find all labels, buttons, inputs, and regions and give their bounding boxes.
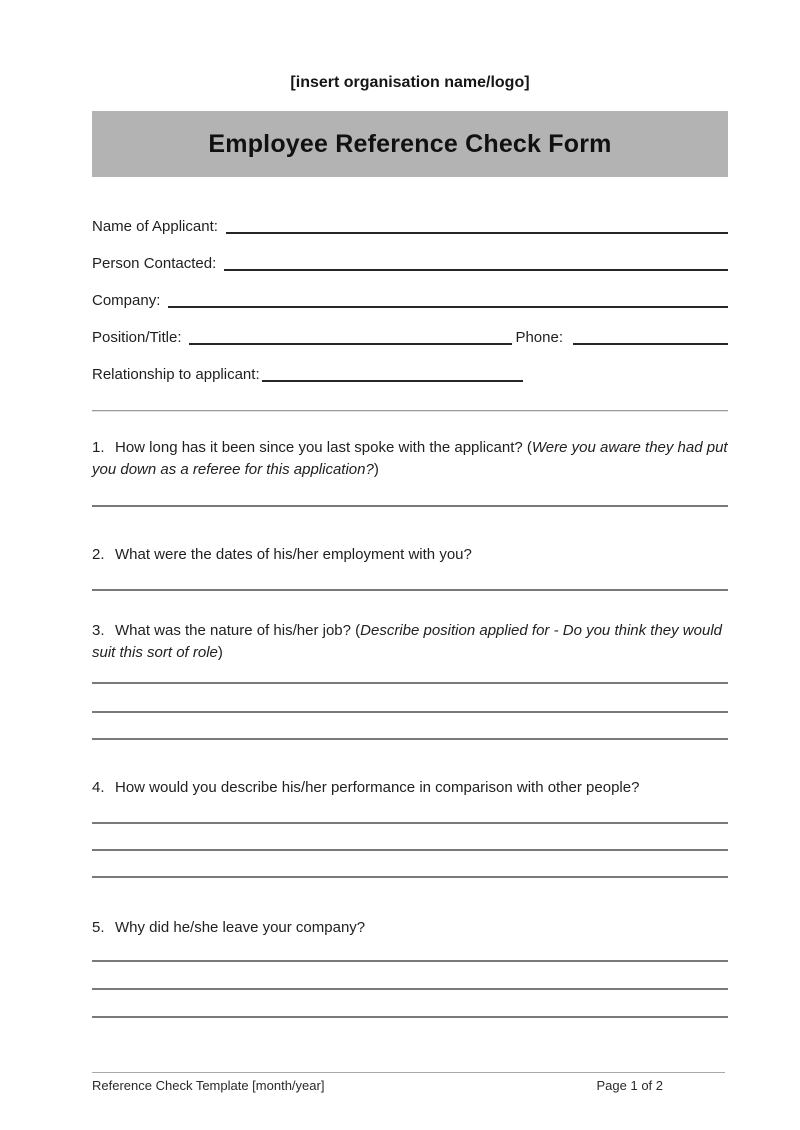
answer-line	[92, 988, 728, 990]
write-in-line-person-contacted	[224, 269, 728, 271]
field-label-company: Company:	[92, 292, 161, 309]
footer-document-title: Reference Check Template [month/year]	[92, 1078, 325, 1093]
answer-line	[92, 738, 728, 740]
question-5-text: Why did he/she leave your company?	[115, 919, 366, 936]
field-row-name-of-applicant	[92, 217, 728, 236]
answer-line	[92, 960, 728, 962]
question-5-number: 5.	[92, 919, 105, 936]
question-2-text: What were the dates of his/her employment with you?	[115, 546, 472, 563]
form-title: Employee Reference Check Form	[208, 129, 612, 158]
field-row-person-contacted	[92, 254, 728, 273]
field-row-relationship	[92, 365, 728, 384]
page-footer	[92, 1072, 725, 1093]
field-row-company	[92, 291, 728, 310]
write-in-line-position-title	[189, 343, 512, 345]
org-name-placeholder: [insert organisation name/logo]	[290, 74, 530, 91]
question-2	[92, 544, 728, 566]
write-in-line-phone	[573, 343, 728, 345]
write-in-line-relationship	[262, 380, 523, 382]
field-label-name-of-applicant: Name of Applicant:	[92, 218, 218, 235]
question-3-number: 3.	[92, 622, 105, 639]
footer-rule	[92, 1072, 725, 1073]
question-1-number: 1.	[92, 439, 105, 456]
footer-page-number: Page 1 of 2	[596, 1078, 663, 1093]
answer-line	[92, 711, 728, 713]
question-2-number: 2.	[92, 546, 105, 563]
question-1-italic-note: Were you aware they had put you down as a referee for this application?	[92, 439, 728, 478]
question-3-italic-note: Describe position applied for - Do you think they would suit this sort of role	[92, 622, 723, 661]
question-4-text: How would you describe his/her performance in comparison with other people?	[115, 779, 640, 796]
answer-line	[92, 589, 728, 591]
write-in-line-company	[168, 306, 728, 308]
answer-line	[92, 682, 728, 684]
question-3-close: )	[217, 644, 223, 661]
question-1	[92, 437, 728, 481]
contact-fields-section	[92, 217, 728, 384]
question-4-number: 4.	[92, 779, 105, 796]
write-in-line-name-of-applicant	[226, 232, 728, 234]
question-4	[92, 777, 728, 799]
field-row-position-phone	[92, 328, 728, 347]
question-1-text: How long has it been since you last spoke with the applicant? (	[115, 439, 532, 456]
answer-line	[92, 849, 728, 851]
answer-line	[92, 822, 728, 824]
field-label-position-title: Position/Title:	[92, 329, 182, 346]
answer-line	[92, 876, 728, 878]
field-label-person-contacted: Person Contacted:	[92, 255, 217, 272]
answer-line	[92, 1016, 728, 1018]
question-3-text: What was the nature of his/her job? (	[115, 622, 361, 639]
field-label-phone: Phone:	[515, 329, 563, 346]
question-5	[92, 917, 728, 939]
answer-line	[92, 505, 728, 507]
field-label-relationship: Relationship to applicant:	[92, 366, 260, 383]
question-3	[92, 620, 728, 664]
form-title-banner	[92, 111, 728, 177]
section-divider	[92, 410, 728, 412]
question-1-close: )	[373, 461, 379, 478]
